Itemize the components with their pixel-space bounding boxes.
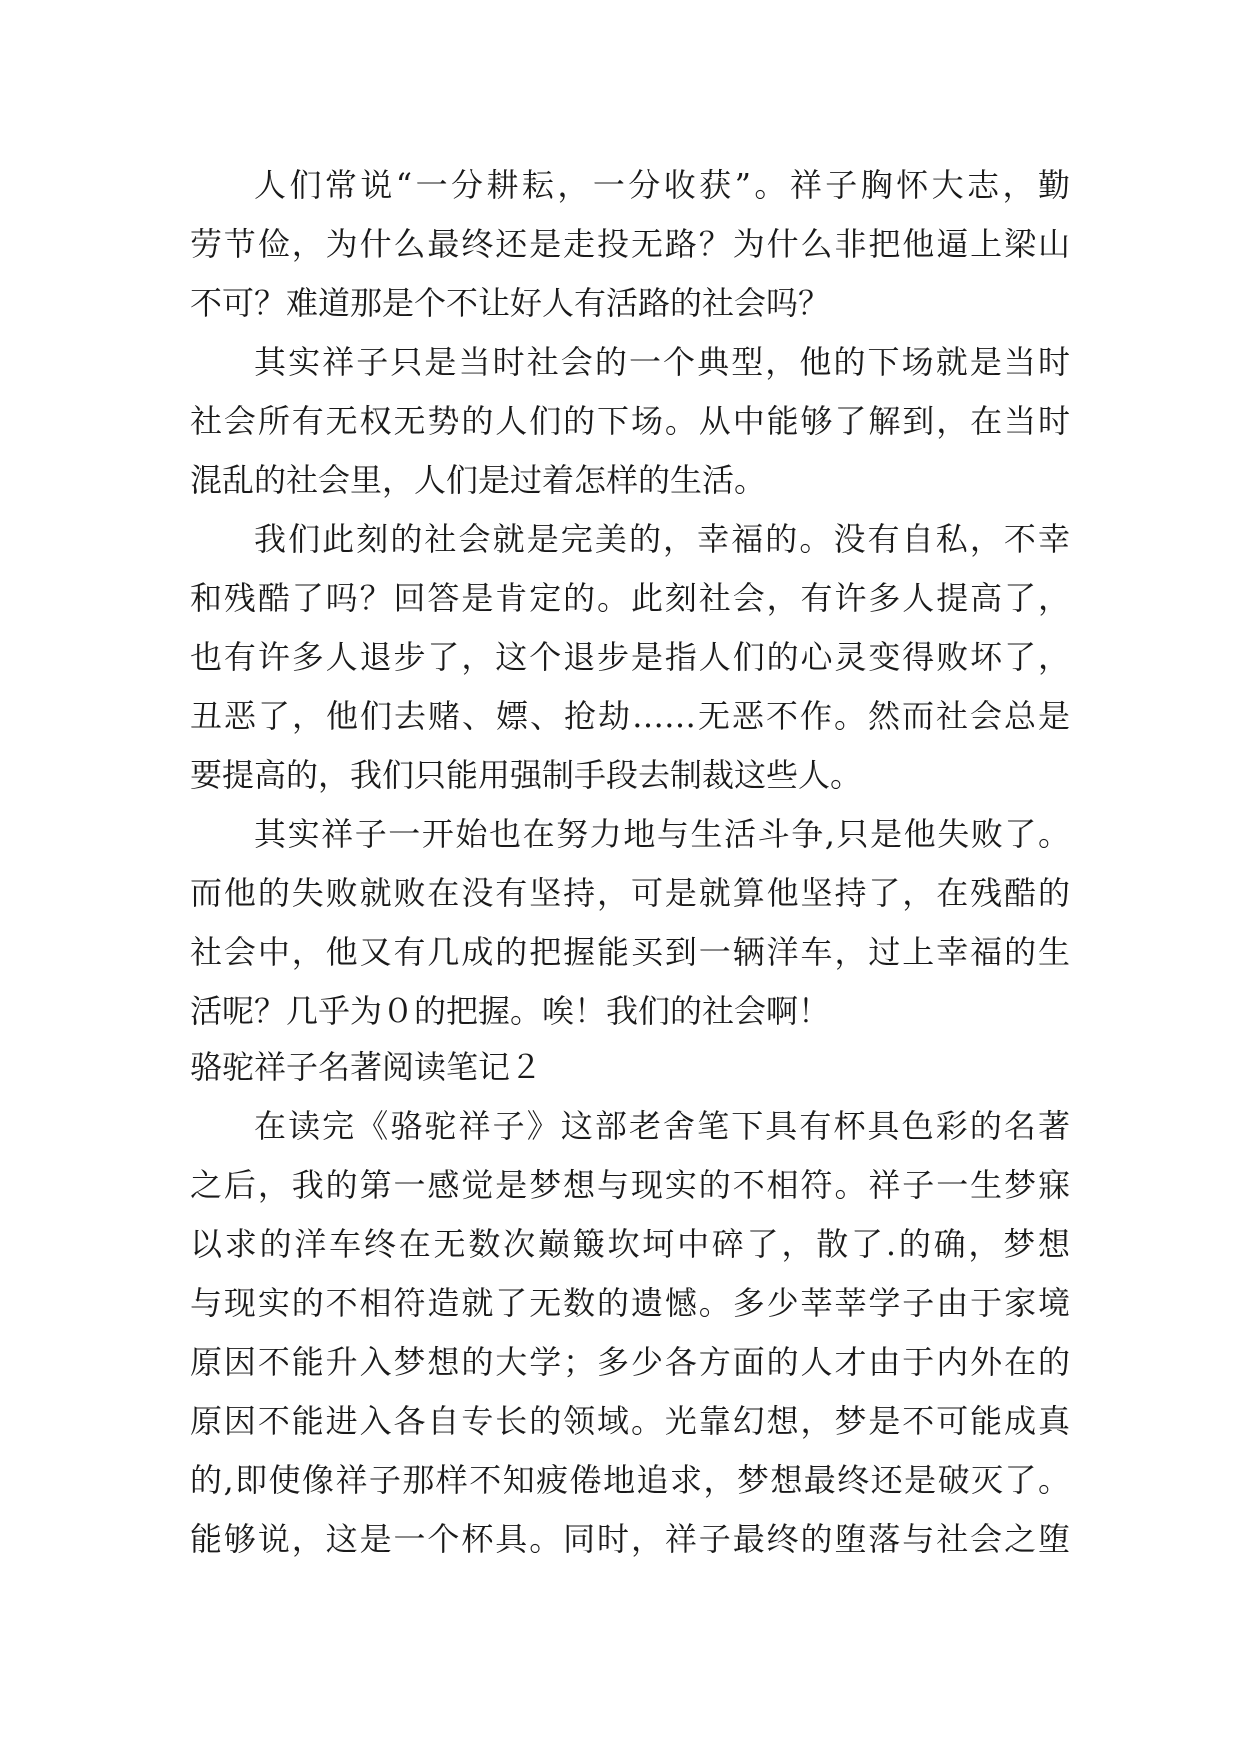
paragraph-4-line-3: 社会中，他又有几成的把握能买到一辆洋车，过上幸福的生	[190, 933, 1070, 971]
paragraph-4-line-2: 而他的失败就败在没有坚持，可是就算他坚持了，在残酷的	[190, 874, 1070, 912]
paragraph-3-line-3: 也有许多人退步了，这个退步是指人们的心灵变得败坏了，	[190, 638, 1070, 676]
section-paragraph-line-8: 能够说，这是一个杯具。同时，祥子最终的堕落与社会之堕	[190, 1520, 1070, 1558]
paragraph-1-line-3: 不可？难道那是个不让好人有活路的社会吗？	[190, 284, 831, 322]
paragraph-4-line-4: 活呢？几乎为０的把握。唉！我们的社会啊！	[190, 992, 831, 1030]
section-paragraph-line-5: 原因不能升入梦想的大学；多少各方面的人才由于内外在的	[190, 1343, 1070, 1381]
paragraph-1-line-1: 人们常说“一分耕耘，一分收获”。祥子胸怀大志，勤	[254, 166, 1070, 204]
paragraph-2-line-3: 混乱的社会里，人们是过着怎样的生活。	[190, 461, 767, 499]
paragraph-3-line-1: 我们此刻的社会就是完美的，幸福的。没有自私，不幸	[254, 520, 1070, 558]
section-paragraph-line-1: 在读完《骆驼祥子》这部老舍笔下具有杯具色彩的名著	[254, 1107, 1070, 1145]
paragraph-3-line-5: 要提高的，我们只能用强制手段去制裁这些人。	[190, 756, 863, 794]
section-paragraph-line-2: 之后，我的第一感觉是梦想与现实的不相符。祥子一生梦寐	[190, 1166, 1070, 1204]
section-paragraph-line-6: 原因不能进入各自专长的领域。光靠幻想，梦是不可能成真	[190, 1402, 1070, 1440]
section-title: 骆驼祥子名著阅读笔记２	[190, 1048, 543, 1086]
section-paragraph-line-3: 以求的洋车终在无数次巅簸坎坷中碎了，散了.的确，梦想	[190, 1225, 1070, 1263]
paragraph-2-line-1: 其实祥子只是当时社会的一个典型，他的下场就是当时	[254, 343, 1070, 381]
paragraph-3-line-4: 丑恶了，他们去赌、嫖、抢劫……无恶不作。然而社会总是	[190, 697, 1070, 735]
section-paragraph-line-7: 的,即使像祥子那样不知疲倦地追求，梦想最终还是破灭了。	[190, 1461, 1070, 1499]
paragraph-3-line-2: 和残酷了吗？回答是肯定的。此刻社会，有许多人提高了，	[190, 579, 1070, 617]
paragraph-4-line-1: 其实祥子一开始也在努力地与生活斗争,只是他失败了。	[254, 815, 1070, 853]
section-paragraph-line-4: 与现实的不相符造就了无数的遗憾。多少莘莘学子由于家境	[190, 1284, 1070, 1322]
paragraph-2-line-2: 社会所有无权无势的人们的下场。从中能够了解到，在当时	[190, 402, 1070, 440]
paragraph-1-line-2: 劳节俭，为什么最终还是走投无路？为什么非把他逼上梁山	[190, 225, 1070, 263]
